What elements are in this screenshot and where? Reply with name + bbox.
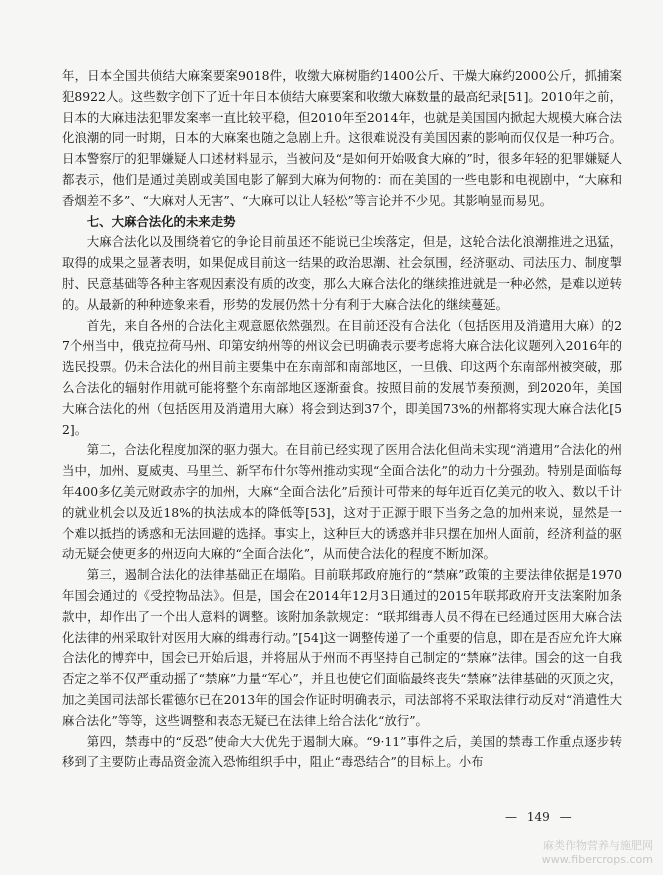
watermark-site-name: 麻类作物营养与施肥网 xyxy=(543,839,653,852)
paragraph-second-driving-force: 第二，合法化程度加深的驱力强大。在目前已经实现了医用合法化但尚未实现“消遣用”合法化的州当中，加州、夏威夷、马里兰、新罕布什尔等州推动实现“全面合法化”的动力十分强劲。特别是面临每年400多亿美元财政赤字的加州，大麻“全面合法化”后预计可带来的每年近百亿美元的收入、数以千计的就业机会以及近18%的执法成本的降低等[53]，这对于正源于眼下当务之急的加州来说，显然是一个难以抵挡的诱惑和无法回避的选择。事实上，这种巨大的诱惑并非只摆在加州人面前，经济利益的驱动无疑会使更多的州迈向大麻的“全面合法化”，从而使合法化的程度不断加深。 xyxy=(62,442,622,562)
section-heading-future-trends: 七、大麻合法化的未来走势 xyxy=(86,213,236,229)
footer-dash-left: — xyxy=(505,810,517,824)
paragraph-intro-future: 大麻合法化以及围绕着它的争论目前虽还不能说已尘埃落定，但是，这轮合法化浪潮推进之迅猛，取得的成果之显著表明，如果促成目前这一结果的政治思潮、社会氛围，经济驱动、司法压力、制度掣肘、民意基础等各种主客观因素没有质的改变，那么大麻合法化的继续推进就是一种必然，是难以逆转的。从最新的种种迹象来看，形势的发展仍然十分有利于大麻合法化的继续蔓延。 xyxy=(62,234,622,312)
paragraph-third-legal-basis: 第三，遏制合法化的法律基础正在塌陷。目前联邦政府施行的“禁麻”政策的主要法律依据是1970年国会通过的《受控物品法》。但是，国会在2014年12月3日通过的2015年联邦政府开支法案附加条款中，却作出了一个出人意料的调整。该附加条款规定：“联邦缉毒人员不得在已经通过医用大麻合法化法律的州采取针对医用大麻的缉毒行动。”[54]这一调整传递了一个重要的信息，即在是否应允许大麻合法化的博弈中，国会已开始后退，并将屈从于州而不再坚持自己制定的“禁麻”法律。国会的这一自我否定之举不仅严重动摇了“禁麻”力量“军心”，并且也使它们面临最终丧失“禁麻”法律基础的灭顶之灾，加之美国司法部长霍德尔已在2013年的国会作证时明确表示，司法部将不采取法律行动反对“消遣性大麻合法化”等等，这些调整和表态无疑已在法律上给合法化“放行”。 xyxy=(62,567,622,728)
page-number: 149 xyxy=(526,810,550,824)
page-footer xyxy=(505,810,572,824)
footer-dash-right: — xyxy=(559,810,572,824)
paragraph-first-state-will: 首先，来自各州的合法化主观意愿依然强烈。在目前还没有合法化（包括医用及消遣用大麻）的27个州当中，俄克拉荷马州、印第安纳州等的州议会已明确表示要考虑将大麻合法化议题列入2016年的选民投票。仍未合法化的州目前主要集中在东南部和南部地区，一旦俄、印这两个东南部州被突破，那么合法化的辐射作用就可能将整个东南部地区逐渐蚕食。按照目前的发展节奏预测，到2020年，美国大麻合法化的州（包括医用及消遣用大麻）将会到达到37个，即美国73%的州都将实现大麻合法化[52]。 xyxy=(62,317,622,437)
paragraph-fourth-antiterror: 第四，禁毒中的“反恐”使命大大优先于遏制大麻。“9·11”事件之后，美国的禁毒工作重点逐步转移到了主要防止毒品资金流入恐怖组织手中，阻止“毒恐结合”的目标上。小布 xyxy=(62,733,622,770)
document-page xyxy=(62,66,622,773)
watermark-site-url: www.fibercrops.com xyxy=(541,853,653,866)
site-watermark xyxy=(542,839,653,867)
paragraph-japan-cannabis-cases: 年，日本全国共侦结大麻案要案9018件，收缴大麻树脂约1400公斤、干燥大麻约2000公斤，抓捕案犯8922人。这些数字创下了近十年日本侦结大麻要案和收缴大麻数量的最高纪录[51]。2010年之前，日本的大麻违法犯罪发案率一直比较平稳，但2010年至2014年，也就是美国国内掀起大规模大麻合法化浪潮的同一时期，日本的大麻案也随之急剧上升。这很难说没有美国因素的影响而仅仅是一种巧合。日本警察厅的犯罪嫌疑人口述材料显示，当被问及“是如何开始吸食大麻的”时，很多年轻的犯罪嫌疑人都表示，他们是通过美剧或美国电影了解到大麻为何物的：而在美国的一些电影和电视剧中，“大麻和香烟差不多”、“大麻对人无害”、“大麻可以让人轻松”等言论并不少见。其影响显而易见。 xyxy=(62,68,622,208)
